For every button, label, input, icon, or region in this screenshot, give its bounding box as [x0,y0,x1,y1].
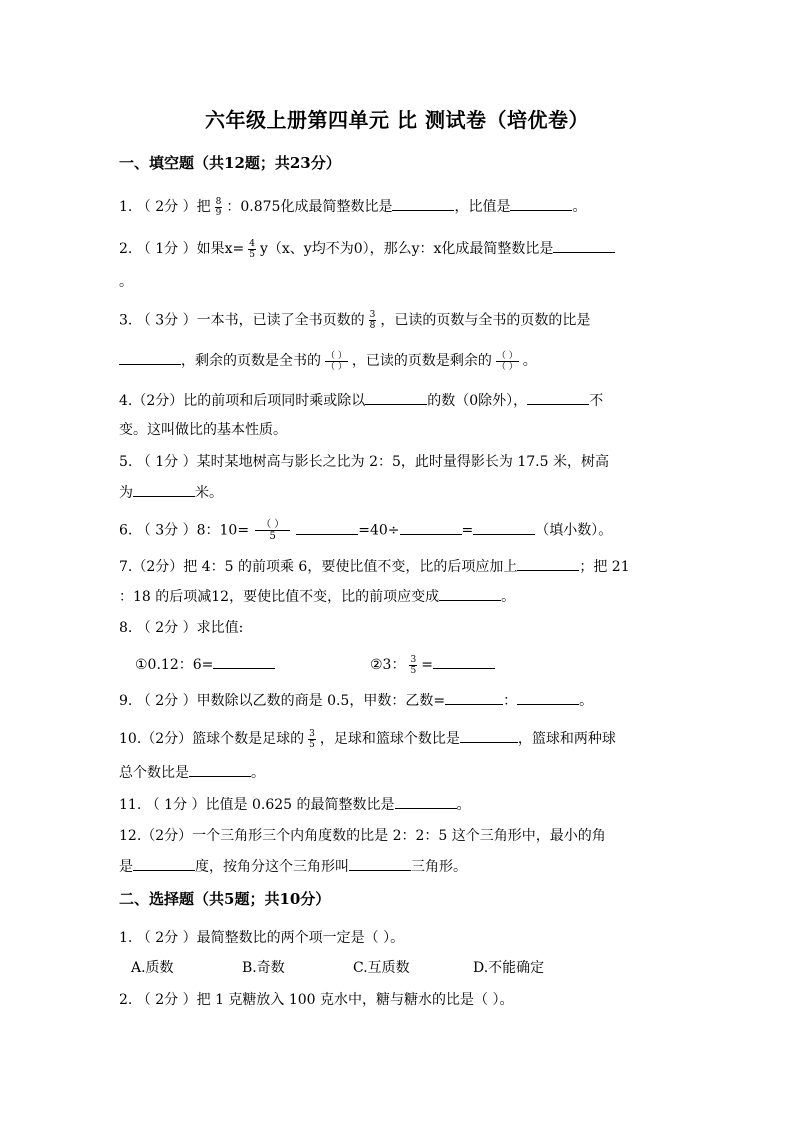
answer-blank[interactable] [133,856,195,871]
answer-blank[interactable] [433,654,495,669]
answer-blank[interactable] [439,586,501,601]
question-11: 11. （ 1分 ）比值是 0.625 的最简整数比是 。 [119,794,471,815]
question-2-cont: 。 [119,274,133,290]
fraction: $\frac{3}{5}$ [309,728,315,750]
question-9: 9. （ 2分 ）甲数除以乙数的商是 0.5，甲数：乙数= ： 。 [119,690,593,711]
choice-question-1: 1. （ 2分 ）最简整数比的两个项一定是（ ）。 [119,930,405,946]
question-8a: ①0.12：6= [135,654,275,675]
answer-blank[interactable] [517,556,579,571]
fraction-blank[interactable]: （ ） 5 [255,519,290,542]
fraction: $\frac{4}{5}$ [249,238,255,260]
answer-blank[interactable] [213,654,275,669]
answer-blank[interactable] [349,856,411,871]
question-8: 8. （ 2分 ）求比值: [119,620,244,636]
answer-blank[interactable] [392,196,454,211]
question-10-cont: 总个数比是 。 [119,762,265,783]
section-fill-blank-heading: 一、填空题（共12题；共23分） [119,154,341,172]
section-choice-heading: 二、选择题（共5题；共10分） [119,890,331,908]
question-7-cont: ：18 的后项减12，要使比值不变，比的前项应变成 。 [119,586,515,607]
question-3: 3. （ 3分 ）一本书，已读了全书页数的 $\frac{3}{8}$ ，已读的页数与全书的页数的比是 [119,310,591,331]
answer-blank[interactable] [395,794,457,809]
fraction: $\frac{3}{8}$ [369,310,376,331]
fraction: $\frac{3}{5}$ [410,654,417,676]
answer-blank[interactable] [527,390,589,405]
fraction: $\frac{8}{9}$ [215,196,222,218]
question-3-cont: ，剩余的页数是全书的 $\frac{( )}{( )}$ ，已读的页数是剩余的 $\frac{( )}{( )}$ 。 [119,350,537,372]
answer-blank[interactable] [517,690,579,705]
question-7: 7.（2分）把 4：5 的前项乘 6，要使比值不变，比的后项应加上 ；把 21 [119,556,630,577]
answer-blank[interactable] [473,520,535,535]
page-title: 六年级上册第四单元 比 测试卷（培优卷） [205,108,589,132]
answer-blank[interactable] [445,690,503,705]
answer-blank[interactable] [460,728,518,743]
fraction-blank[interactable]: $\frac{( )}{( )}$ [496,350,518,372]
answer-blank[interactable] [400,520,462,535]
question-4-cont: 变。这叫做比的基本性质。 [119,422,287,438]
answer-blank[interactable] [510,196,572,211]
choice-question-2: 2. （ 2分 ）把 1 克糖放入 100 克水中，糖与糖水的比是（ ）。 [119,992,514,1008]
question-6: 6. （ 3分 ）8：10= （ ） 5 =40÷ = （填小数）。 [119,519,613,542]
question-12-cont: 是 度，按角分这个三角形叫 三角形。 [119,856,467,877]
question-8b: ②3： $\frac{3}{5}$ = [370,654,495,676]
answer-blank[interactable] [296,520,358,535]
answer-blank[interactable] [133,482,195,497]
choice-option[interactable]: A.质数 [131,960,174,976]
question-5-cont: 为 米。 [119,482,223,503]
question-10: 10.（2分）篮球个数是足球的 $\frac{3}{5}$ ，足球和篮球个数比是 ，篮球和两种球 [119,728,616,750]
question-12: 12.（2分）一个三角形三个内角度数的比是 2：2：5 这个三角形中，最小的角 [119,828,606,844]
question-2: 2. （ 1分 ）如果x= $\frac{4}{5}$ y（x、y均不为0），那么y：x化成最简整数比是 [119,238,615,260]
choice-option[interactable]: C.互质数 [353,960,410,976]
question-5: 5. （ 1分 ）某时某地树高与影长之比为 2：5，此时量得影长为 17.5 米，树高 [119,454,609,470]
answer-blank[interactable] [553,238,615,253]
choice-option[interactable]: B.奇数 [242,960,285,976]
choice-option[interactable]: D.不能确定 [473,960,545,976]
question-4: 4.（2分）比的前项和后项同时乘或除以 的数（0除外）， 不 [119,390,603,411]
answer-blank[interactable] [119,350,181,365]
question-1: 1. （ 2分 ）把 $\frac{8}{9}$ ：0.875化成最简整数比是 ，比值是 。 [119,196,587,218]
fraction-blank[interactable]: $\frac{( )}{( )}$ [326,350,347,372]
answer-blank[interactable] [365,390,427,405]
answer-blank[interactable] [189,762,251,777]
